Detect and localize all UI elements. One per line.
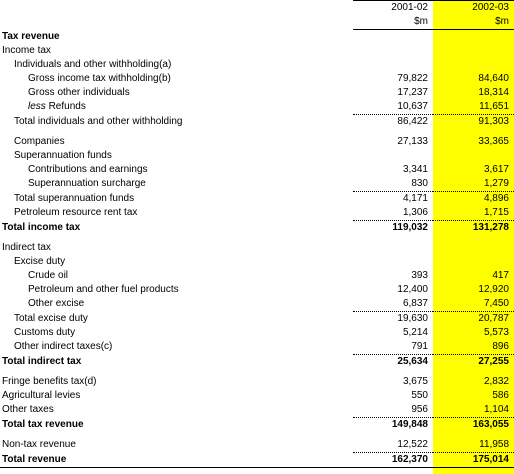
table-row xyxy=(0,206,514,221)
value-2001-02: 5,214 xyxy=(402,327,428,338)
value-2002-03: 7,450 xyxy=(433,297,514,312)
row-label-text: Refunds xyxy=(45,101,86,113)
table-row xyxy=(0,86,514,100)
table-row xyxy=(0,44,514,58)
value-2001-02: 19,630 xyxy=(397,313,428,324)
value-2002-03: 131,278 xyxy=(433,221,514,236)
row-label xyxy=(0,100,353,115)
table-row xyxy=(0,312,514,327)
value-2002-03: 4,896 xyxy=(433,192,514,207)
row-label: Gross income tax withholding(b) xyxy=(28,73,171,84)
value-2001-02: 25,634 xyxy=(397,356,428,367)
table-row xyxy=(0,100,514,115)
value-2001-02: 956 xyxy=(353,403,433,418)
row-label: Companies xyxy=(14,136,65,147)
value-2001-02: 12,400 xyxy=(397,284,428,295)
value-2002-03 xyxy=(433,149,514,163)
value-2001-02: 550 xyxy=(411,390,428,401)
table-row xyxy=(0,389,514,403)
value-2001-02: 17,237 xyxy=(397,87,428,98)
table-row xyxy=(0,297,514,312)
value-2001-02: 3,341 xyxy=(402,164,428,175)
table-row xyxy=(0,375,514,389)
value-2002-03: 3,617 xyxy=(483,164,509,175)
value-2001-02 xyxy=(353,241,433,255)
row-label: Total income tax xyxy=(2,221,81,233)
value-2001-02 xyxy=(353,58,433,72)
value-2001-02: 12,522 xyxy=(353,438,433,453)
value-2001-02: 79,822 xyxy=(397,73,428,84)
row-label: Tax revenue xyxy=(2,30,60,42)
row-label: Other excise xyxy=(28,298,85,310)
value-2001-02 xyxy=(353,44,433,58)
value-2002-03: 20,787 xyxy=(478,313,509,324)
table-row xyxy=(0,438,514,453)
value-2001-02: 791 xyxy=(353,340,433,355)
table-row xyxy=(0,403,514,418)
header-blank xyxy=(0,1,353,16)
table-row xyxy=(0,269,514,283)
table-row xyxy=(0,163,514,177)
value-2001-02: 149,848 xyxy=(391,419,428,430)
table-row xyxy=(0,72,514,86)
table-header-years xyxy=(0,1,514,16)
table-row xyxy=(0,149,514,163)
row-label: Total indirect tax xyxy=(2,355,82,367)
value-2002-03: 5,573 xyxy=(483,327,509,338)
value-2002-03: 84,640 xyxy=(478,73,509,84)
value-2002-03: 2,832 xyxy=(483,376,509,387)
value-2001-02 xyxy=(353,149,433,163)
value-2001-02: 830 xyxy=(411,178,428,189)
row-label: Total individuals and other withholding xyxy=(14,115,183,127)
value-2002-03: 11,958 xyxy=(433,438,514,453)
value-2001-02: 393 xyxy=(411,270,428,281)
value-2002-03 xyxy=(433,241,514,255)
table-header-units xyxy=(0,15,514,30)
value-2002-03: 896 xyxy=(433,340,514,355)
table-row xyxy=(0,255,514,269)
table-row xyxy=(0,115,514,130)
table-row xyxy=(0,177,514,192)
value-2001-02: 86,422 xyxy=(397,116,428,127)
value-2001-02: 3,675 xyxy=(402,376,428,387)
value-2001-02: 119,032 xyxy=(353,221,433,236)
value-2001-02: 27,133 xyxy=(397,136,428,147)
row-label: Excise duty xyxy=(14,256,66,267)
column-header-2002-03: 2002-03 xyxy=(433,1,514,16)
row-label: Crude oil xyxy=(28,270,69,281)
row-label: Contributions and earnings xyxy=(28,164,148,175)
row-label: Gross other individuals xyxy=(28,87,130,98)
table-row xyxy=(0,283,514,297)
row-label: Superannuation funds xyxy=(14,150,112,161)
value-2002-03 xyxy=(433,44,514,58)
header-blank xyxy=(0,15,353,30)
column-unit-2001-02: $m xyxy=(353,15,433,30)
value-2001-02: 6,837 xyxy=(353,297,433,312)
row-label: Other taxes xyxy=(2,404,54,416)
table-row xyxy=(0,221,514,236)
value-2001-02: 1,306 xyxy=(402,207,428,218)
row-label: Total revenue xyxy=(0,453,353,468)
row-label: Customs duty xyxy=(14,327,76,338)
column-unit-2002-03: $m xyxy=(433,15,514,30)
value-2002-03 xyxy=(433,30,514,45)
value-2002-03: 33,365 xyxy=(478,136,509,147)
row-label: Non-tax revenue xyxy=(2,439,76,451)
table-row xyxy=(0,30,514,45)
table-row xyxy=(0,418,514,433)
value-2002-03: 11,651 xyxy=(433,100,514,115)
value-2001-02: 10,637 xyxy=(353,100,433,115)
value-2002-03: 12,920 xyxy=(478,284,509,295)
row-label: Individuals and other withholding(a) xyxy=(14,59,172,70)
row-label: Fringe benefits tax(d) xyxy=(2,376,97,387)
value-2002-03: 175,014 xyxy=(433,453,514,468)
row-label: Petroleum resource rent tax xyxy=(14,207,138,219)
table-row xyxy=(0,355,514,370)
table-row xyxy=(0,192,514,207)
value-2002-03: 91,303 xyxy=(478,116,509,127)
value-2002-03: 1,715 xyxy=(483,207,509,218)
value-2002-03: 163,055 xyxy=(472,419,509,430)
row-label: Superannuation surcharge xyxy=(28,178,146,190)
table-row xyxy=(0,326,514,340)
value-2002-03: 586 xyxy=(492,390,509,401)
row-label: Income tax xyxy=(2,45,51,56)
row-label: Agricultural levies xyxy=(2,390,81,401)
table-row xyxy=(0,241,514,255)
row-label: Total superannuation funds xyxy=(14,192,135,204)
value-2001-02: 162,370 xyxy=(353,453,433,468)
value-2001-02: 4,171 xyxy=(353,192,433,207)
table-row xyxy=(0,453,514,468)
value-2002-03 xyxy=(433,255,514,269)
row-label: Total excise duty xyxy=(14,312,88,324)
row-label-prefix: less xyxy=(28,101,46,113)
table-row xyxy=(0,58,514,72)
table-row xyxy=(0,340,514,355)
column-header-2001-02: 2001-02 xyxy=(353,1,433,16)
value-2002-03: 1,279 xyxy=(483,178,509,189)
row-label: Total tax revenue xyxy=(2,418,84,430)
row-label: Indirect tax xyxy=(2,242,51,253)
table-row xyxy=(0,135,514,149)
value-2002-03: 27,255 xyxy=(478,356,509,367)
value-2002-03: 1,104 xyxy=(433,403,514,418)
value-2002-03 xyxy=(433,58,514,72)
value-2001-02 xyxy=(353,30,433,45)
row-label: Petroleum and other fuel products xyxy=(28,284,179,295)
row-label: Other indirect taxes(c) xyxy=(14,341,113,353)
value-2001-02 xyxy=(353,255,433,269)
value-2002-03: 417 xyxy=(492,270,509,281)
value-2002-03: 18,314 xyxy=(478,87,509,98)
